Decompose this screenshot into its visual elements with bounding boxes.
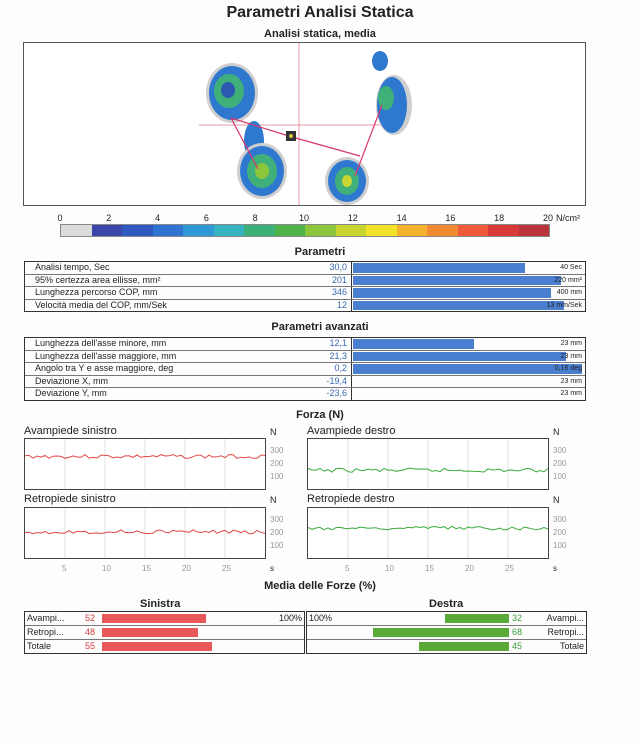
param-row — [25, 275, 585, 288]
param-label: Deviazione X, mm — [35, 375, 109, 386]
param-value: 12,1 — [329, 338, 347, 348]
force-mean-label: Avampi... — [546, 613, 584, 623]
param-bar-area — [351, 351, 584, 363]
color-scale-tick: 16 — [445, 213, 456, 223]
force-mean-row — [25, 640, 304, 653]
param-max: 13 mm/Sek — [546, 301, 582, 309]
param-bar-area — [351, 287, 584, 299]
color-scale-segment — [244, 225, 275, 236]
force-chart-title: Avampiede sinistro — [24, 425, 117, 437]
right-foot-print — [325, 51, 412, 205]
force-unit-label: N — [553, 495, 560, 505]
force-x-tick: 15 — [142, 564, 151, 573]
force-chart-svg — [308, 439, 548, 489]
color-scale-segment — [61, 225, 92, 236]
force-x-tick: 5 — [62, 564, 67, 573]
force-x-tick: 5 — [345, 564, 350, 573]
param-value: 201 — [331, 274, 347, 285]
force-mean-label: Avampi... — [27, 613, 65, 623]
color-scale-segment — [305, 225, 336, 236]
force-chart — [24, 507, 266, 559]
param-bar — [353, 301, 564, 311]
color-scale-tick: 20 — [542, 213, 553, 223]
param-max: 220 mm² — [554, 276, 582, 284]
force-mean-value: 48 — [85, 627, 96, 637]
param-bar-area — [351, 338, 584, 350]
param-label: Analisi tempo, Sec — [35, 262, 110, 272]
param-bar-area — [351, 275, 584, 287]
force-mean-label: Retropi... — [547, 627, 584, 637]
force-chart — [24, 438, 266, 490]
color-scale-segment — [183, 225, 214, 236]
force-chart-svg — [25, 439, 265, 489]
force-y-tick: 300 — [270, 446, 284, 455]
force-chart-svg — [25, 508, 265, 558]
parametri-avanzati-title: Parametri avanzati — [271, 321, 369, 333]
force-mean-bar — [102, 628, 198, 637]
param-max: 40 Sec — [560, 264, 582, 271]
color-scale-segment — [122, 225, 153, 236]
force-mean-100pct: 100% — [278, 613, 302, 623]
force-y-tick: 100 — [553, 472, 567, 481]
force-x-tick: 20 — [182, 564, 191, 573]
destra-title: Destra — [429, 598, 464, 610]
force-y-tick: 300 — [270, 515, 284, 524]
force-x-tick: 15 — [425, 564, 434, 573]
force-y-tick: 300 — [553, 446, 567, 455]
param-bar — [353, 339, 474, 349]
force-x-unit: s — [270, 564, 274, 573]
force-x-tick: 10 — [385, 564, 394, 573]
param-row — [25, 262, 585, 275]
force-y-tick: 200 — [553, 528, 567, 537]
param-label: Angolo tra Y e asse maggiore, deg — [35, 363, 174, 373]
param-row — [25, 388, 585, 400]
color-scale-tick: 4 — [155, 213, 161, 223]
color-scale-tick: 10 — [298, 213, 309, 223]
force-mean-label: Totale — [559, 641, 584, 651]
color-scale-tick: 14 — [396, 213, 407, 223]
force-chart — [307, 507, 549, 559]
param-bar-area — [351, 376, 584, 388]
param-bar — [353, 288, 551, 298]
color-scale-segment — [214, 225, 245, 236]
param-value: -23,6 — [326, 388, 347, 398]
force-chart — [307, 438, 549, 490]
color-scale-segment — [397, 225, 428, 236]
force-x-tick: 20 — [465, 564, 474, 573]
param-bar — [353, 276, 561, 286]
param-row — [25, 351, 585, 364]
force-y-tick: 200 — [270, 528, 284, 537]
color-scale-segment — [92, 225, 123, 236]
left-foot-print — [206, 63, 287, 199]
media-forze-title: Media delle Forze (%) — [264, 580, 376, 592]
param-bar-area — [351, 363, 584, 375]
force-x-tick: 10 — [102, 564, 111, 573]
parametri-title: Parametri — [294, 246, 346, 258]
param-bar — [353, 263, 525, 273]
color-scale-segment — [153, 225, 184, 236]
param-label: Velocità media del COP, mm/Sek — [35, 299, 167, 310]
force-mean-row — [307, 640, 586, 653]
param-value: 30,0 — [329, 262, 347, 272]
force-unit-label: N — [270, 495, 277, 505]
force-y-tick: 100 — [553, 541, 567, 550]
pressure-map-drawing — [24, 43, 585, 205]
force-chart-title: Retropiede sinistro — [24, 493, 116, 505]
force-mean-bar — [102, 614, 206, 623]
force-mean-row — [25, 626, 304, 640]
force-x-unit: s — [553, 564, 557, 573]
color-scale-segment — [336, 225, 367, 236]
parametri-avanzati-table — [24, 337, 586, 401]
param-max: 0,16 deg — [554, 365, 582, 372]
param-row — [25, 287, 585, 300]
forza-title: Forza (N) — [296, 409, 344, 421]
parametri-table — [24, 261, 586, 312]
force-y-tick: 100 — [270, 541, 284, 550]
param-label: Deviazione Y, mm — [35, 388, 107, 398]
force-mean-bar — [419, 642, 509, 651]
color-scale-tick: 8 — [252, 213, 258, 223]
color-scale-tick: 2 — [106, 213, 112, 223]
param-max: 23 mm — [560, 390, 582, 397]
color-scale-segment — [366, 225, 397, 236]
param-row — [25, 363, 585, 376]
param-bar-area — [351, 388, 584, 400]
param-bar-area — [351, 300, 584, 312]
force-x-tick: 25 — [505, 564, 514, 573]
param-max: 23 mm — [560, 352, 582, 360]
force-mean-row — [307, 612, 586, 626]
sinistra-table — [24, 611, 305, 654]
force-mean-value: 52 — [85, 613, 96, 623]
force-mean-value: 32 — [512, 613, 523, 623]
param-max: 400 mm — [556, 289, 582, 296]
param-max: 23 mm — [560, 340, 582, 347]
color-scale-segment — [427, 225, 458, 236]
param-bar — [353, 364, 582, 374]
color-scale-segment — [488, 225, 519, 236]
param-value: -19,4 — [326, 375, 347, 386]
force-y-tick: 300 — [553, 515, 567, 524]
force-mean-label: Totale — [27, 641, 52, 651]
param-row — [25, 300, 585, 312]
param-label: 95% certezza area ellisse, mm² — [35, 274, 161, 285]
param-row — [25, 338, 585, 351]
force-y-tick: 200 — [270, 459, 284, 468]
param-max: 23 mm — [560, 377, 582, 385]
color-scale-tick: 6 — [203, 213, 209, 223]
color-scale-tick: 0 — [57, 213, 63, 223]
force-mean-bar — [102, 642, 212, 651]
force-y-tick: 200 — [553, 459, 567, 468]
destra-table — [306, 611, 587, 654]
force-mean-value: 55 — [85, 641, 96, 651]
sinistra-title: Sinistra — [140, 598, 181, 610]
color-scale-segment — [458, 225, 489, 236]
color-scale-bar — [60, 224, 550, 237]
force-x-tick: 25 — [222, 564, 231, 573]
param-value: 21,3 — [329, 350, 347, 361]
color-scale-segment — [519, 225, 550, 236]
force-chart-title: Avampiede destro — [307, 425, 396, 437]
force-unit-label: N — [270, 427, 277, 437]
force-mean-value: 45 — [512, 641, 523, 651]
color-scale-segment — [275, 225, 306, 236]
force-mean-bar — [373, 628, 509, 637]
param-label: Lunghezza percorso COP, mm — [35, 287, 158, 297]
param-value: 346 — [331, 287, 347, 297]
force-mean-100pct: 100% — [309, 613, 333, 623]
force-unit-label: N — [553, 427, 560, 437]
force-mean-bar — [445, 614, 509, 623]
force-chart-svg — [308, 508, 548, 558]
param-row — [25, 376, 585, 389]
force-mean-label: Retropi... — [27, 627, 64, 637]
page-title: Parametri Analisi Statica — [226, 4, 414, 21]
force-y-tick: 100 — [270, 472, 284, 481]
force-mean-row — [307, 626, 586, 640]
param-value: 12 — [336, 299, 347, 310]
force-mean-value: 68 — [512, 627, 523, 637]
color-scale-tick: 12 — [347, 213, 358, 223]
param-label: Lunghezza dell'asse maggiore, mm — [35, 350, 177, 361]
param-bar — [353, 352, 566, 362]
color-scale-tick: 18 — [494, 213, 505, 223]
color-scale-unit: N/cm² — [556, 213, 580, 223]
param-bar-area — [351, 262, 584, 274]
param-label: Lunghezza dell'asse minore, mm — [35, 338, 167, 348]
force-chart-title: Retropiede destro — [307, 493, 395, 505]
footmap-subtitle: Analisi statica, media — [264, 28, 376, 40]
param-value: 0,2 — [334, 363, 347, 373]
force-mean-row — [25, 612, 304, 626]
pressure-map — [23, 42, 586, 206]
